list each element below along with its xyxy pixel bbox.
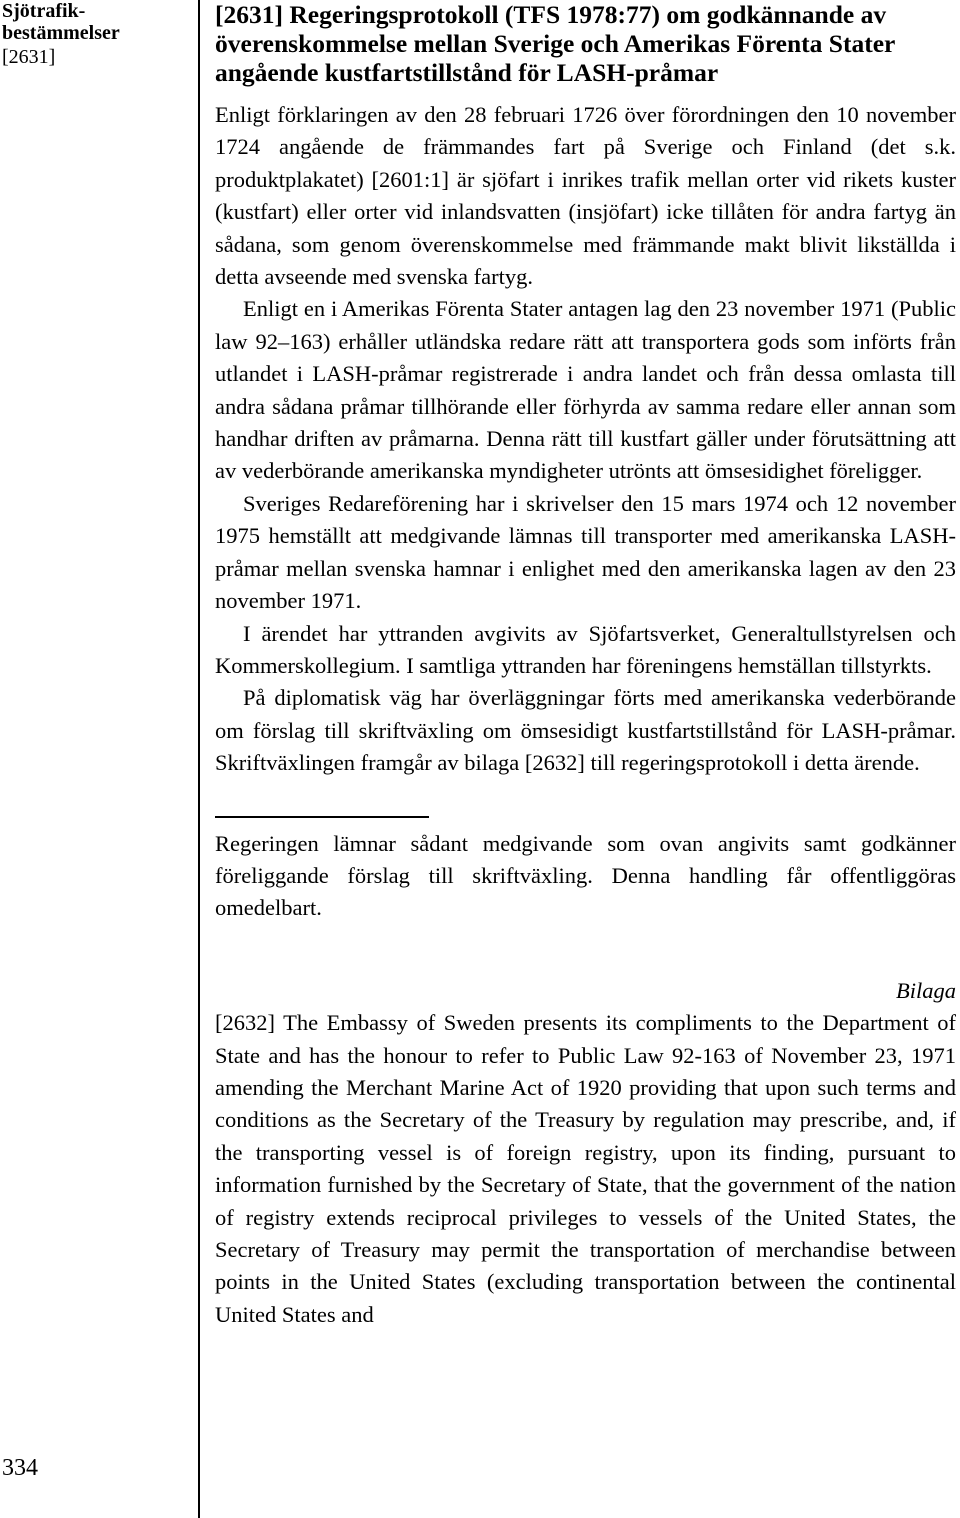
paragraph-1: Enligt förklaringen av den 28 februari 1726 över förordningen den 10 november 1724 angående de främmandes fart på Sverige och Finland (det s.k. produktplakatet) [2601:1] är sjöfart i inrikes trafik mellan orter vid rikets kuster (kustfart) eller orter vid inlandsvatten (insjöfart) icke tillåten för andra fartyg än sådana, som genom överenskommelse med främmande makt blivit likställda i detta avseende med svenska fartyg. xyxy=(215,102,956,290)
paragraph-3: Sveriges Redareförening har i skrivelser den 15 mars 1974 och 12 november 1975 hemställt att medgivande lämnas till transporter med amerikanska LASH-pråmar mellan svenska hamnar i enlighet med den amerikanska lagen av den 23 november 1971. xyxy=(215,490,956,614)
paragraph-2: Enligt en i Amerikas Förenta Stater antagen lag den 23 november 1971 (Public law 92–163) erhåller utländska redare rätt att transportera gods som införts från utlandet i LASH-pråmar registrerade i andra landet och från dessa omlasta till andra sådana pråmar tillhörande eller förhyrda av samma redare eller annan som handhar driften av pråmarna. Denna rätt till kustfart gäller under förutsättning att av vederbörande amerikanska myndigheter utrönts att ömsesidighet föreligger. xyxy=(215,296,956,484)
paragraph-4: I ärendet har yttranden avgivits av Sjöfartsverket, Generaltullstyrelsen och Kommerskollegium. I samtliga yttranden har föreningens hemställan tillstyrkts. xyxy=(215,620,956,678)
appendix-text: [2632] The Embassy of Sweden presents its compliments to the Department of State and has the honour to refer to Public Law 92-163 of November 23, 1971 amending the Merchant Marine Act of 1920 providing that upon such terms and conditions as the Secretary of the Treasury by regulation may prescribe, and, if the transporting vessel is of foreign registry, upon its finding, pursuant to information furnished by the Secretary of State, that the government of the nation of registry extends reciprocal privileges to vessels of the United States, the Secretary of Treasury may permit the transportation of merchandise between points in the United States (excluding transportation between the continental United States and xyxy=(215,1010,956,1327)
appendix-label: Bilaga xyxy=(896,977,956,1003)
page-number: 334 xyxy=(2,1455,38,1481)
margin-column xyxy=(0,0,200,1518)
document-title: [2631] Regeringsprotokoll (TFS 1978:77) om godkännande av överenskommelse mellan Sverige och Amerikas Förenta Stater angående kustfartstillstånd för LASH-pråmar xyxy=(215,0,895,87)
document-body xyxy=(215,0,956,1331)
separator-rule xyxy=(215,816,429,818)
section-label: Sjötrafik-bestämmelser xyxy=(2,0,120,44)
decision-paragraph: Regeringen lämnar sådant medgivande som ovan angivits samt godkänner föreliggande förslag till skriftväxling. Denna handling får offentliggöras omedelbart. xyxy=(215,830,956,921)
section-reference: [2631] xyxy=(2,46,56,68)
paragraph-5: På diplomatisk väg har överläggningar förts med amerikanska vederbörande om förslag till skriftväxling om ömsesidigt kustfartstillstånd för LASH-pråmar. Skriftväxlingen framgår av bilaga [2632] till regeringsprotokoll i detta ärende. xyxy=(215,685,956,776)
